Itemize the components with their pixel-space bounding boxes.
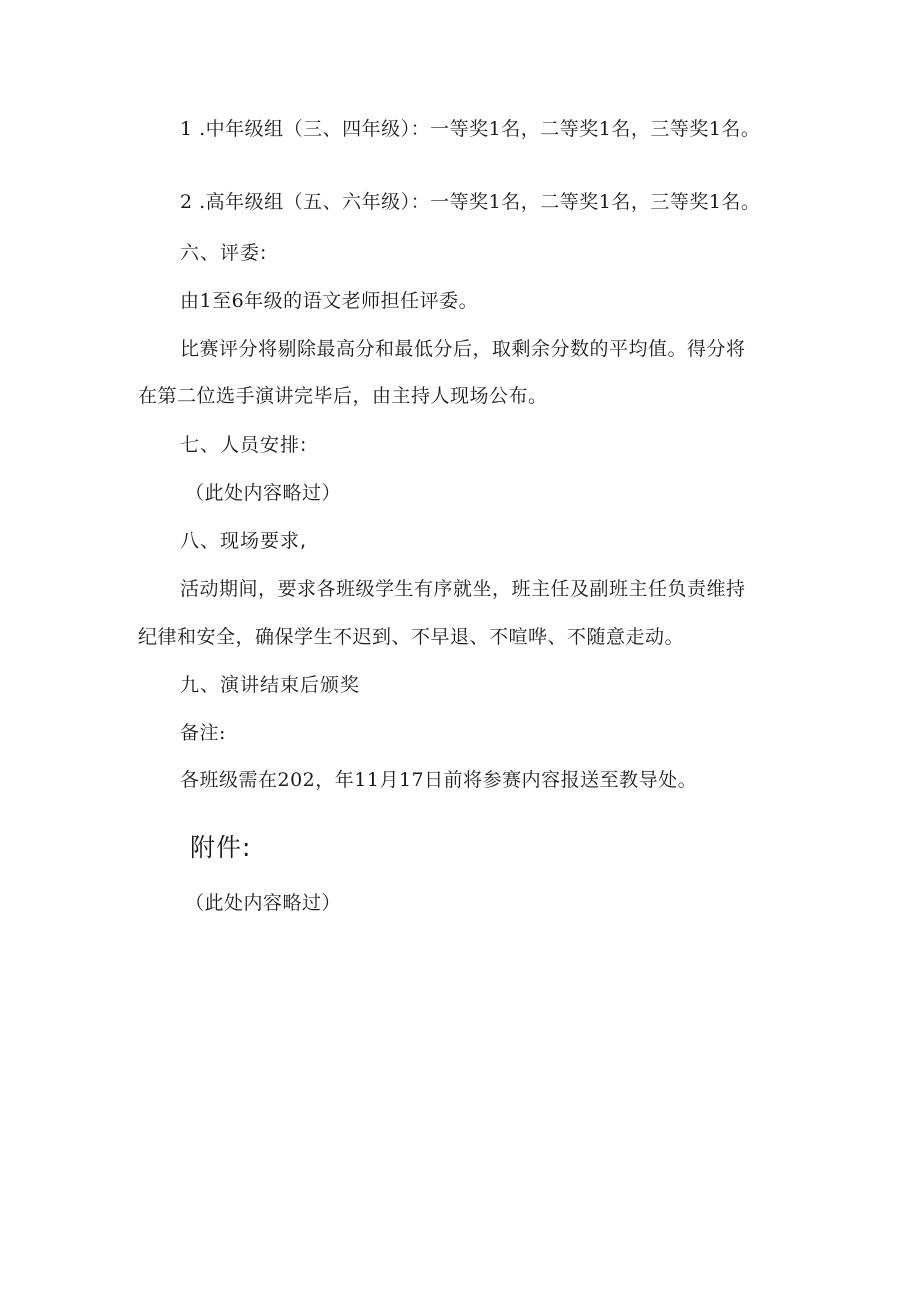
- attachment-heading: 附件:: [190, 833, 252, 862]
- attachment-omitted-note: （此处内容略过）: [185, 892, 342, 914]
- remarks-label: 备注:: [180, 722, 226, 744]
- requirements-text-line-continued: 纪律和安全，确保学生不迟到、不早退、不喧哗、不随意走动。: [138, 626, 685, 648]
- section-heading-judges: 六、评委:: [180, 242, 268, 264]
- scoring-text-line-continued: 在第二位选手演讲完毕后，由主持人现场公布。: [138, 385, 548, 407]
- section-heading-award-ceremony: 九、演讲结束后颁奖: [180, 674, 361, 696]
- staff-omitted-note: （此处内容略过）: [185, 482, 342, 504]
- section-heading-staff: 七、人员安排:: [180, 434, 308, 456]
- judges-text-line: 由1至6年级的语文老师担任评委。: [180, 290, 479, 312]
- award-item-upper-grade: 2 .高年级组（五、六年级）：一等奖1名，二等奖1名，三等奖1名。: [180, 191, 761, 213]
- section-heading-requirements: 八、现场要求,: [180, 530, 308, 552]
- requirements-text-line: 活动期间，要求各班级学生有序就坐，班主任及副班主任负责维持: [180, 578, 746, 600]
- award-item-middle-grade: 1 .中年级组（三、四年级）：一等奖1名，二等奖1名，三等奖1名。: [180, 118, 761, 140]
- scoring-text-line: 比赛评分将剔除最高分和最低分后，取剩余分数的平均值。得分将: [180, 338, 746, 360]
- remarks-text: 各班级需在202，年11月17日前将参赛内容报送至教导处。: [180, 769, 698, 791]
